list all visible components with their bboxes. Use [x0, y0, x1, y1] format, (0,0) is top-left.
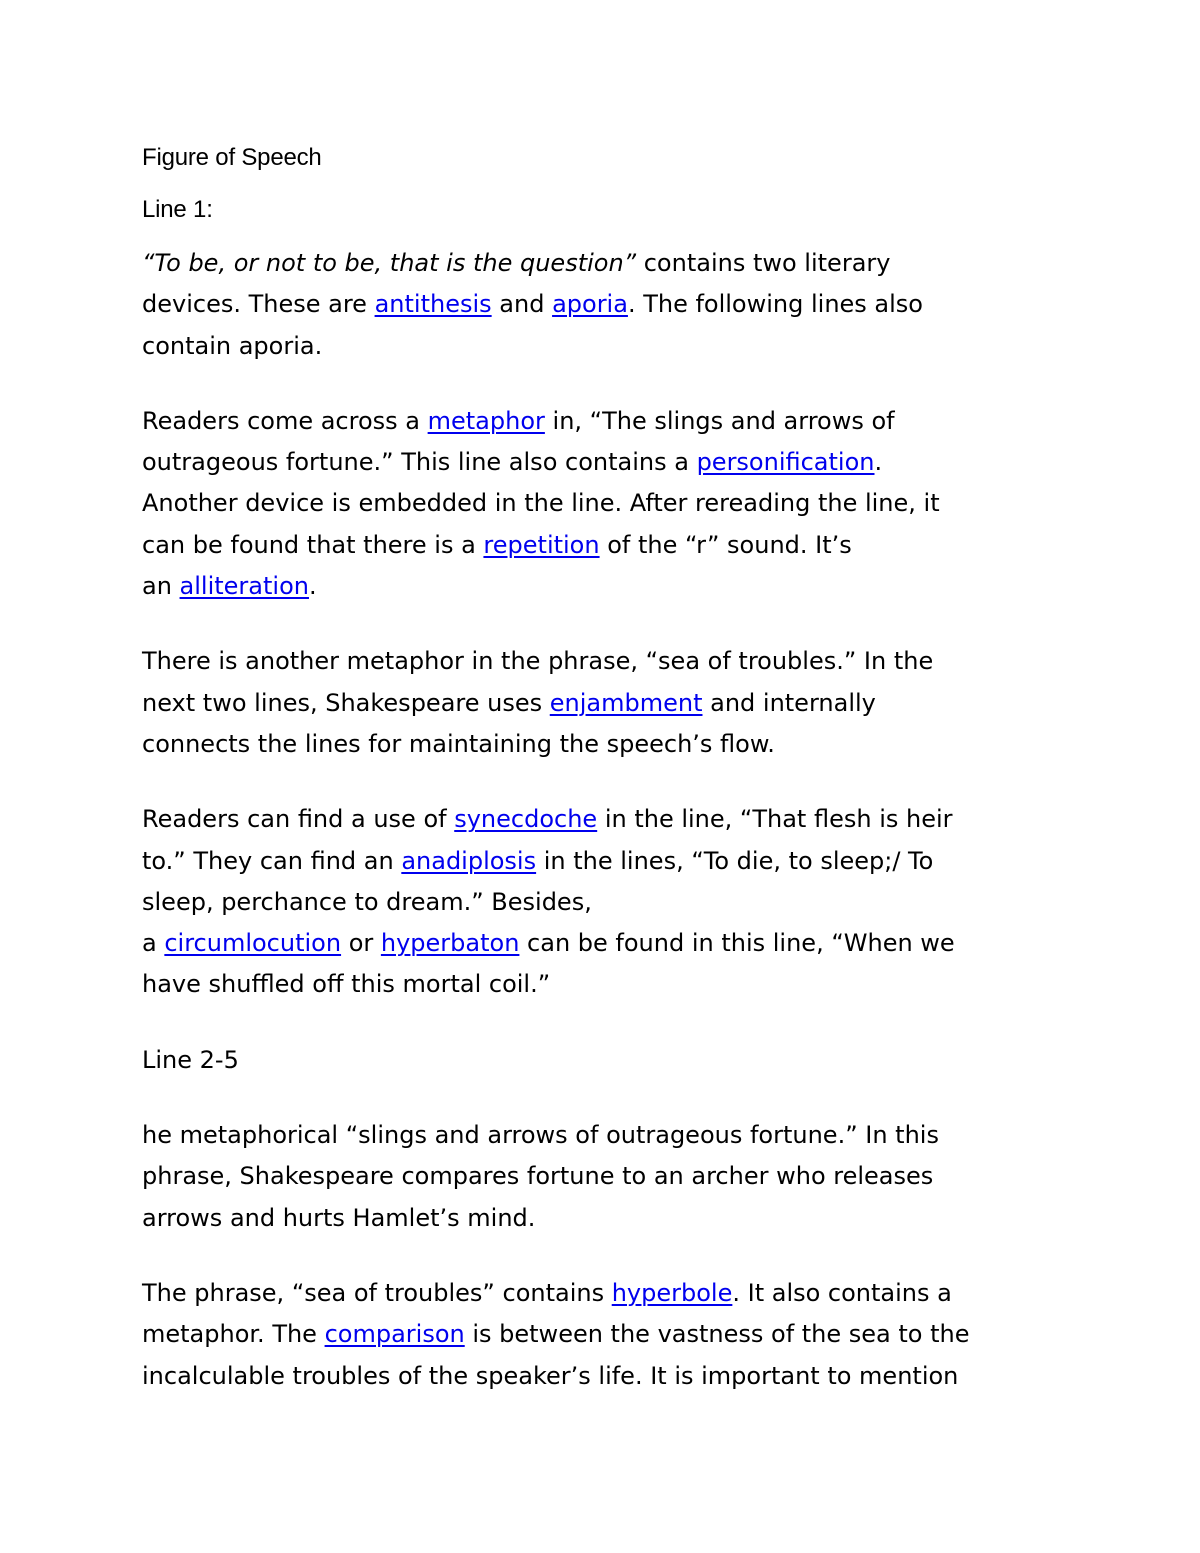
- paragraph-synecdoche: [142, 799, 1072, 1005]
- text-line: [142, 841, 1072, 882]
- text-run: or: [341, 929, 381, 958]
- text-run: is between the vastness of the sea to the: [464, 1320, 970, 1349]
- quote-text: “To be, or not to be, that is the question”: [142, 249, 637, 277]
- text-run: devices. These are: [142, 290, 375, 319]
- text-line: [142, 401, 1072, 442]
- text-line: connects the lines for maintaining the speech’s flow.: [142, 729, 775, 758]
- section-heading-line-1: Line 1:: [142, 196, 213, 223]
- link-personification[interactable]: personification: [696, 448, 875, 477]
- text-run: The phrase, “sea of troubles” contains: [142, 1278, 612, 1307]
- text-run: can be found that there is a: [142, 530, 484, 559]
- text-line: incalculable troubles of the speaker’s life. It is important to mention: [142, 1361, 959, 1390]
- text-line: [142, 1273, 1072, 1314]
- text-line: [142, 243, 1072, 284]
- text-run: .: [308, 572, 317, 601]
- text-line: he metaphorical “slings and arrows of outrageous fortune.” In this: [142, 1121, 939, 1150]
- link-repetition[interactable]: repetition: [483, 530, 600, 559]
- text-run: and internally: [702, 688, 876, 717]
- text-run: next two lines, Shakespeare uses: [142, 688, 550, 717]
- link-hyperbole[interactable]: hyperbole: [611, 1278, 733, 1307]
- text-run: Readers come across a: [142, 406, 428, 435]
- paragraph-hyperbole: [142, 1273, 1072, 1397]
- text-line: [142, 683, 1072, 724]
- text-run: .: [874, 448, 883, 477]
- text-run: of the “r” sound. It’s: [599, 530, 852, 559]
- text-run: Readers can find a use of: [142, 805, 455, 834]
- link-synecdoche[interactable]: synecdoche: [454, 805, 598, 834]
- text-line: [142, 1314, 1072, 1355]
- link-alliteration[interactable]: alliteration: [179, 572, 309, 601]
- text-line: There is another metaphor in the phrase, “sea of troubles.” In the: [142, 647, 934, 676]
- text-run: outrageous fortune.” This line also contains a: [142, 448, 697, 477]
- text-line: [142, 525, 1072, 566]
- link-enjambment[interactable]: enjambment: [549, 688, 703, 717]
- text-line: sleep, perchance to dream.” Besides,: [142, 887, 592, 916]
- text-run: can be found in this line, “When we: [519, 929, 955, 958]
- link-antithesis[interactable]: antithesis: [374, 290, 492, 319]
- link-hyperbaton[interactable]: hyperbaton: [380, 929, 520, 958]
- link-anadiplosis[interactable]: anadiplosis: [401, 846, 537, 875]
- text-run: . The following lines also: [627, 290, 923, 319]
- text-line: arrows and hurts Hamlet’s mind.: [142, 1203, 536, 1232]
- text-run: in, “The slings and arrows of: [544, 406, 895, 435]
- text-run: metaphor. The: [142, 1320, 325, 1349]
- text-run: contains two literary: [636, 249, 891, 277]
- text-line: phrase, Shakespeare compares fortune to an archer who releases: [142, 1162, 934, 1191]
- text-line: [142, 566, 1072, 607]
- text-run: . It also contains a: [732, 1278, 952, 1307]
- text-line: Another device is embedded in the line. After rereading the line, it: [142, 489, 940, 518]
- paragraph-slings-arrows: [142, 1115, 1072, 1239]
- text-line: [142, 284, 1072, 325]
- text-line: [142, 799, 1072, 840]
- text-line: [142, 923, 1072, 964]
- paragraph-enjambment: [142, 641, 1072, 765]
- text-run: a: [142, 929, 165, 958]
- text-run: and: [491, 290, 553, 319]
- link-comparison[interactable]: comparison: [324, 1320, 465, 1349]
- document-title: Figure of Speech: [142, 144, 322, 171]
- text-run: to.” They can find an: [142, 846, 402, 875]
- text-run: an: [142, 572, 180, 601]
- link-metaphor[interactable]: metaphor: [427, 406, 545, 435]
- text-line: have shuffled off this mortal coil.”: [142, 970, 551, 999]
- link-circumlocution[interactable]: circumlocution: [164, 929, 342, 958]
- section-heading-line-2-5: [142, 1040, 1072, 1081]
- document-page: [142, 141, 1072, 1431]
- text-line: Line 2-5: [142, 1045, 239, 1074]
- text-line: contain aporia.: [142, 331, 323, 360]
- paragraph-antithesis-aporia: [142, 243, 1072, 367]
- text-run: in the line, “That flesh is heir: [597, 805, 953, 834]
- text-run: in the lines, “To die, to sleep;/ To: [536, 846, 934, 875]
- link-aporia[interactable]: aporia: [552, 290, 628, 319]
- text-line: [142, 442, 1072, 483]
- paragraph-metaphor: [142, 401, 1072, 607]
